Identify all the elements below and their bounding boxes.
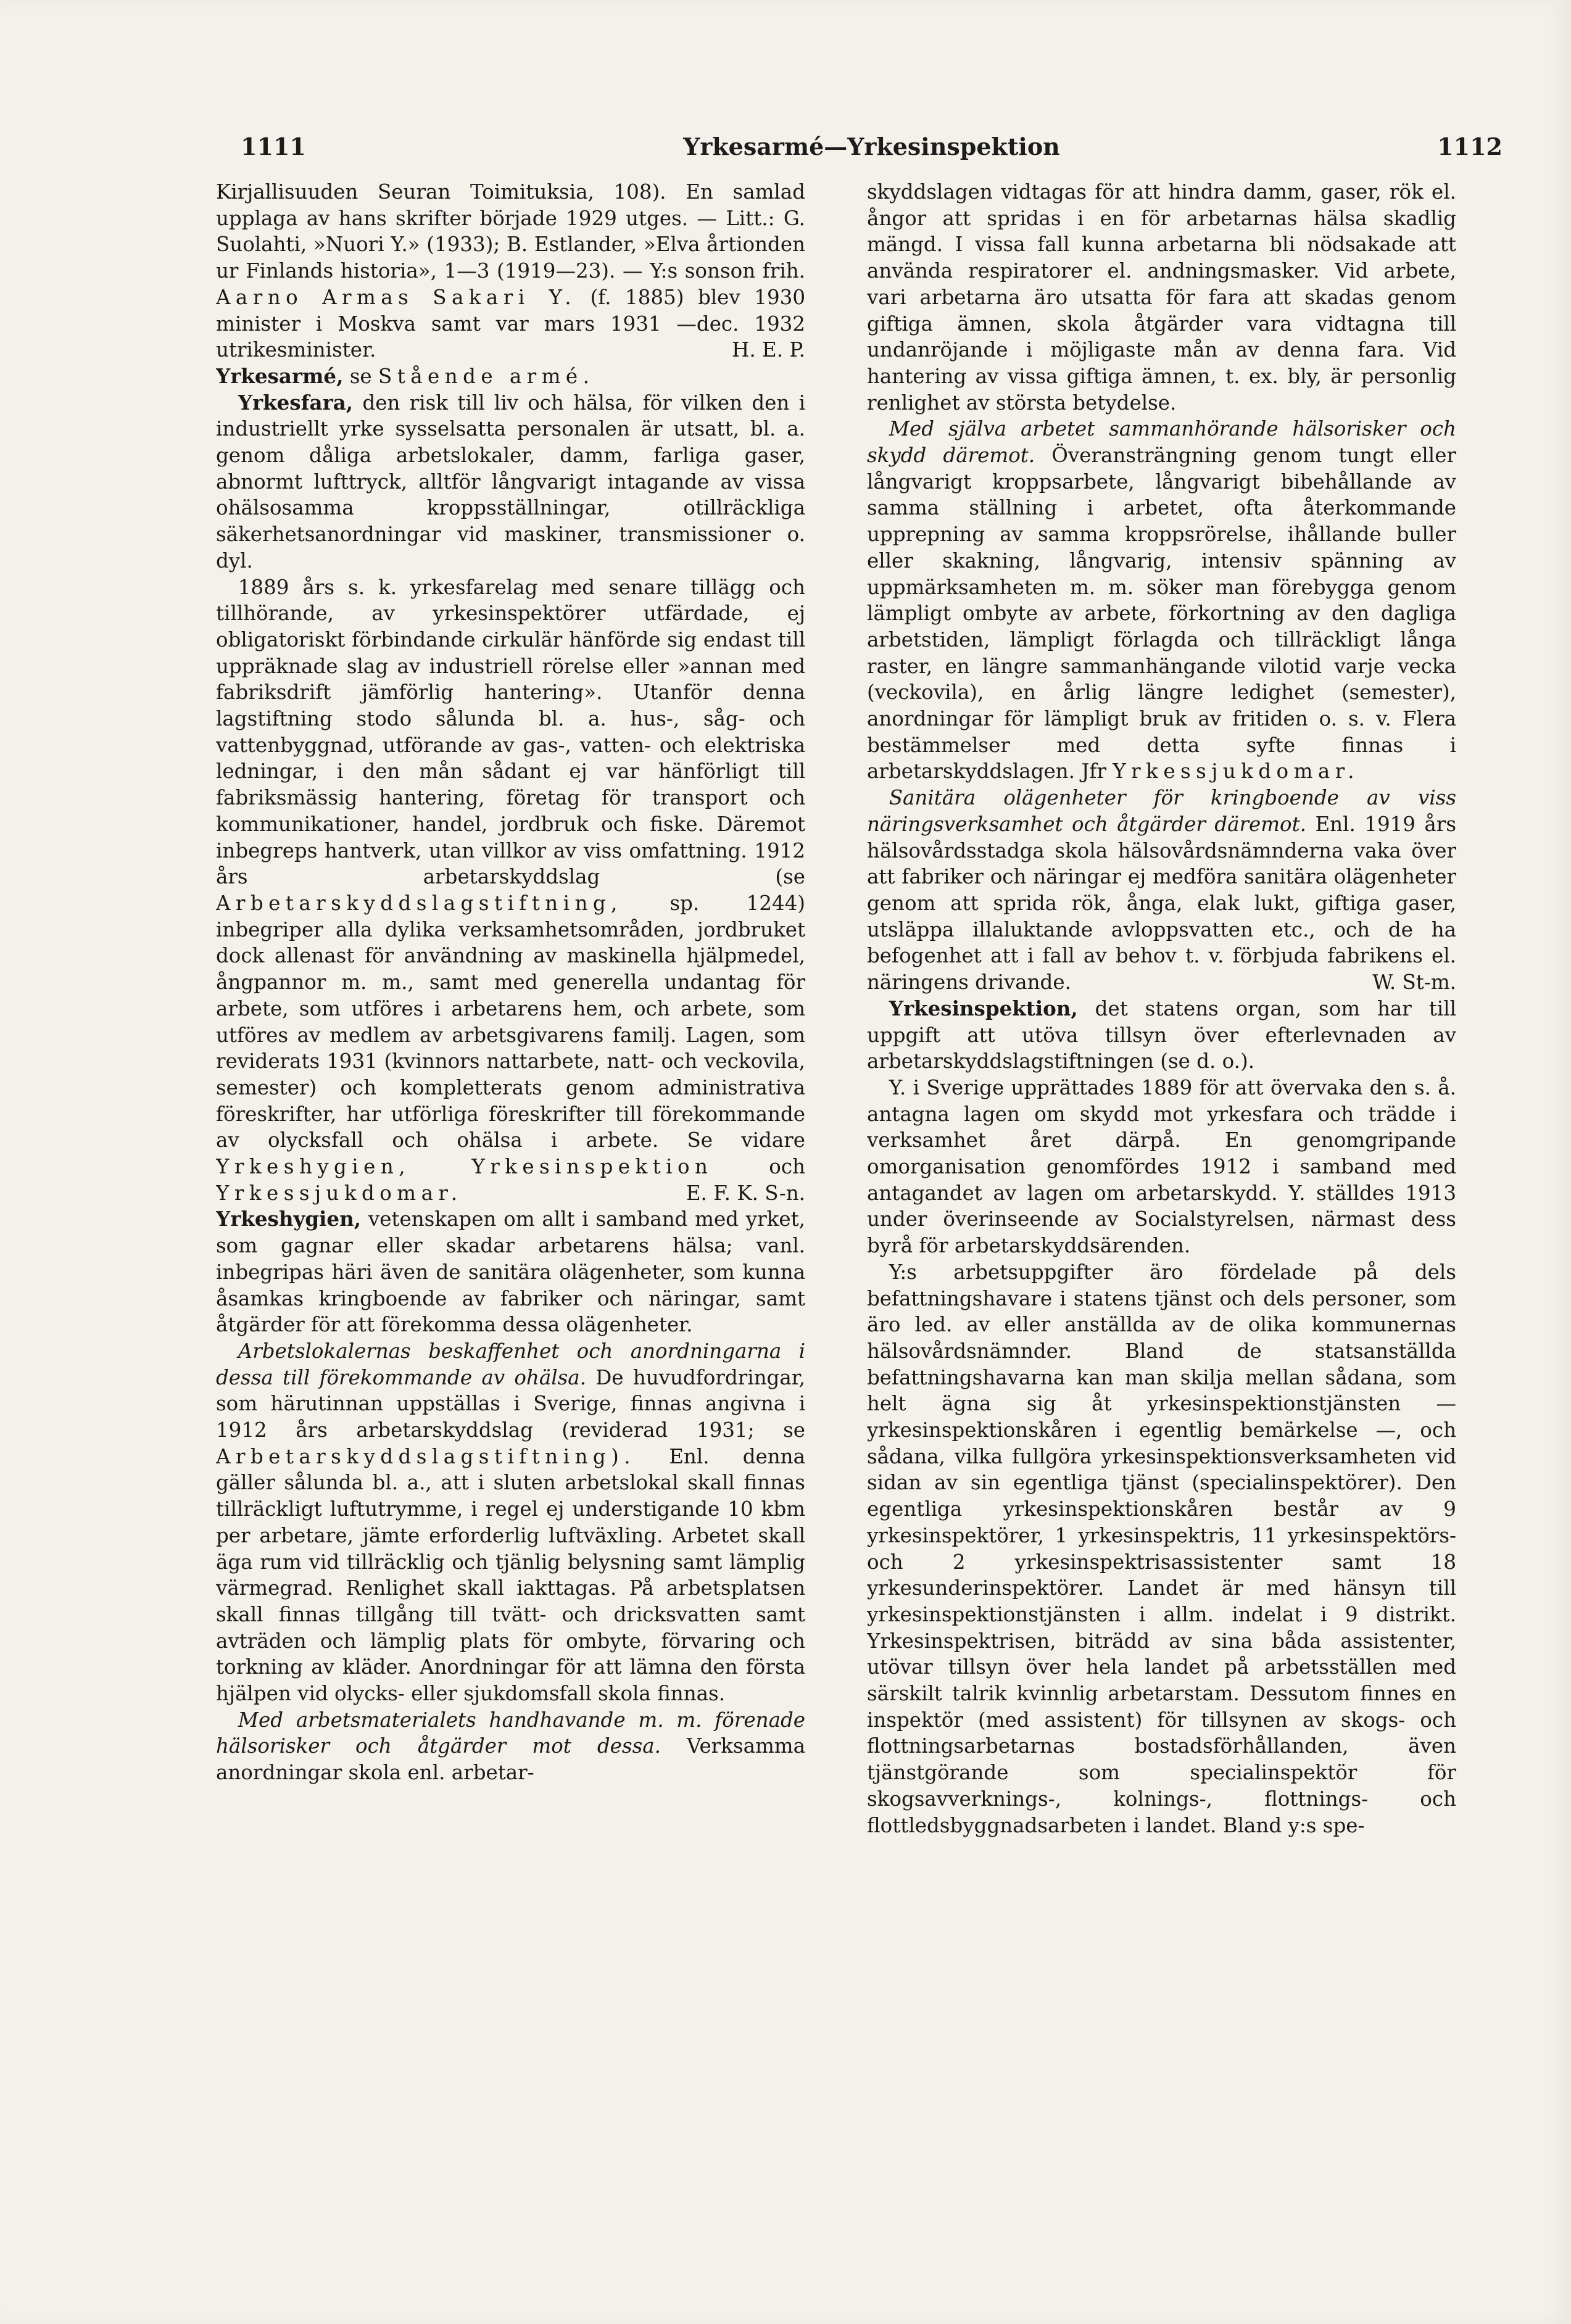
section-heading: Arbetslokalernas beskaffenhet och anordningarna i dessa till förekommande av ohälsa. [216, 1339, 805, 1389]
paragraph [867, 1259, 1456, 1838]
right-column [867, 179, 1456, 2252]
entry-headword: Yrkesarmé, [216, 363, 344, 388]
body-text: Överansträngning genom tungt eller långvarigt kroppsarbete, långvarigt bibehållande av samma ställning i arbetet, ofta återkommande upprepning av samma kroppsrörelse, ihållande buller eller skakning, långvarig, intensiv spänning av uppmärksamheten m. m. söker man förebygga genom lämpligt ombyte av arbete, förkortning av den dagliga arbetstiden, lämpligt förlagda och tillräckligt långa raster, en längre sammanhängande vilotid varje vecka (veckovila), en årlig längre ledighet (semester), anordningar för lämpligt bruk av fritiden o. s. v. Flera bestämmelser med detta syfte finnas i arbetarskyddslagen. Jfr [867, 444, 1456, 784]
page-number-left: 1111 [241, 133, 306, 160]
paragraph [867, 785, 1456, 996]
body-text: och [769, 1155, 805, 1179]
entry-yrkesinspektion [867, 996, 1456, 1075]
cross-reference: Stående armé. [378, 364, 595, 388]
page-number-right: 1112 [1437, 133, 1503, 160]
body-text: Kirjallisuuden Seuran Toimituksia, 108). En samlad upplaga av hans skrifter började 1929 utges. — Litt.: G. Suolahti, »Nuori Y.» (1933); B. Estlander, »Elva årtionden ur Finlands historia», 1—3 (1919—23). — Y:s sonson frih. [216, 180, 805, 283]
body-text: vetenskapen om allt i samband med yrket, som gagnar eller skadar arbetarens hälsa; vanl. inbegripas häri även de sanitära olägenheter, som kunna åsamkas kringboende av fabriker och näringar, samt åtgärder för att förekomma dessa olägenheter. [216, 1207, 805, 1337]
body-text: skyddslagen vidtagas för att hindra damm, gaser, rök el. ångor att spridas i en för arbetarnas hälsa skadlig mängd. I vissa fall kunna arbetarna bli nödsakade att använda respiratorer el. andningsmasker. Vid arbete, vari arbetarna äro utsatta för fara att skadas genom giftiga ämnen, skola åtgärder vara vidtagna till undanröjande i möjligaste mån av denna fara. Vid hantering av vissa giftiga ämnen, t. ex. bly, är personlig renlighet av största betydelse. [867, 180, 1456, 415]
cross-reference: Arbetarskyddslagstiftning, [216, 891, 623, 915]
author-signature: E. F. K. S-n. [686, 1181, 805, 1205]
entry-headword: Yrkesinspektion, [889, 996, 1078, 1020]
cross-reference: Yrkessjukdomar. [216, 1181, 463, 1205]
entry-headword: Yrkesfara, [238, 390, 354, 415]
body-text: den risk till liv och hälsa, för vilken den i industriellt yrke sysselsatta personalen är utsatt, bl. a. genom dåliga arbetslokaler, damm, farliga gaser, abnormt lufttryck, alltför långvarigt intagande av vissa ohälsosamma kroppsställningar, otillräckliga säkerhetsanordningar vid maskiner, transmissioner o. dyl. [216, 391, 805, 573]
body-text: 1889 års s. k. yrkesfarelag med senare tillägg och tillhörande, av yrkesinspektörer utfärdade, ej obligatoriskt förbindande cirkulär hänförde sig endast till uppräknade slag av industriell rörelse eller »annan med fabriksdrift jämförlig hantering». Utanför denna lagstiftning stodo sålunda bl. a. hus-, såg- och vattenbyggnad, utförande av gas-, vatten- och elektriska ledningar, i den mån sådant ej var hänförligt till fabriksmässig hantering, företag för transport och kommunikationer, handel, jordbruk och fiske. Däremot inbegreps hantverk, utan villkor av viss omfattning. 1912 års arbetarskyddslag (se [216, 575, 805, 889]
body-text: sp. 1244) inbegriper alla dylika verksamhetsområden, jordbruket dock allenast för användning av maskinella hjälpmedel, ångpannor m. m., samt med generella undantag för arbete, som utföres i arbetarens hem, och arbete, som utföres av medlem av arbetsgivarens familj. Lagen, som reviderats 1931 (kvinnors nattarbete, natt- och veckovila, semester) och kompletterats genom administrativa föreskrifter, har utförliga föreskrifter till förekommande av olycksfall och ohälsa i arbete. Se vidare [216, 891, 805, 1152]
entry-headword: Yrkeshygien, [216, 1207, 362, 1231]
author-signature: W. St-m. [1372, 970, 1456, 995]
body-text: De huvudfordringar, som härutinnan uppställas i Sverige, finnas angivna i 1912 års arbetarskyddslag (reviderad 1931; se [216, 1365, 805, 1442]
person-name: Aarno Armas Sakari Y. [216, 285, 577, 309]
cross-reference: Yrkessjukdomar. [1113, 759, 1359, 784]
paragraph [216, 1338, 805, 1707]
body-text: se [349, 364, 372, 388]
running-title: Yrkesarmé—Yrkesinspektion [683, 133, 1060, 160]
entry-yrkeshygien [216, 1206, 805, 1338]
paragraph [216, 179, 805, 363]
paragraph [216, 1707, 805, 1786]
paragraph [867, 416, 1456, 785]
entry-yrkesfara [216, 390, 805, 574]
page-header [241, 133, 1503, 176]
author-signature: H. E. P. [731, 338, 805, 362]
cross-reference: Arbetarskyddslagstiftning). [216, 1444, 636, 1468]
paragraph [867, 179, 1456, 416]
section-heading: Med arbetsmaterialets handhavande m. m. förenade hälsorisker och åtgärder mot dessa. [216, 1708, 805, 1758]
body-text: Enl. denna gäller sålunda bl. a., att i sluten arbetslokal skall finnas tillräckligt luftutrymme, i regel ej understigande 10 kbm per arbetare, jämte erforderlig luftväxling. Arbetet skall äga rum vid tillräcklig och tjänlig belysning samt lämplig värmegrad. Renlighet skall iakttagas. På arbetsplatsen skall finnas tillgång till tvätt- och dricksvatten samt avträden och lämplig plats för ombyte, förvaring och torkning av kläder. Anordningar för att lämna den första hjälpen vid olycks- eller sjukdomsfall skola finnas. [216, 1444, 805, 1706]
left-column [216, 179, 805, 2252]
section-heading: Med själva arbetet sammanhörande hälsorisker och skydd däremot. [867, 417, 1456, 468]
paragraph [867, 1075, 1456, 1259]
body-text: Enl. 1919 års hälsovårdsstadga skola hälsovårdsnämnderna vaka över att fabriker och näringar ej medföra sanitära olägenheter genom att sprida rök, ånga, elak lukt, giftiga gaser, utsläppa illaluktande avloppsvatten etc., och de ha befogenhet att i fall av behov t. v. förbjuda fabrikens el. näringens drivande. [867, 812, 1456, 995]
cross-reference: Yrkeshygien, Yrkesinspektion [216, 1155, 713, 1179]
section-heading: Sanitära olägenheter för kringboende av viss näringsverksamhet och åtgärder däremot. [867, 786, 1456, 836]
body-text: Verksamma anordningar skola enl. arbetar- [216, 1734, 805, 1785]
body-text: Y. i Sverige upprättades 1889 för att övervaka den s. å. antagna lagen om skydd mot yrkesfara och trädde i verksamhet året därpå. En genomgripande omorganisation genomfördes 1912 i samband med antagandet av lagen om arbetarskydd. Y. ställdes 1913 under överinseende av Socialstyrelsen, närmast dess byrå för arbetarskyddsärenden. [867, 1075, 1456, 1258]
entry-yrkesarme [216, 363, 805, 390]
body-text: (f. 1885) blev 1930 minister i Moskva samt var mars 1931 —dec. 1932 utrikesminister. [216, 285, 805, 362]
paragraph [216, 574, 805, 1207]
body-text: det statens organ, som har till uppgift att utöva tillsyn över efterlevnaden av arbetarskyddslagstiftningen (se d. o.). [867, 996, 1456, 1073]
body-text: Y:s arbetsuppgifter äro fördelade på dels befattningshavare i statens tjänst och dels personer, som äro led. av eller anställda av de olika kommunernas hälsovårdsnämnder. Bland de statsanställda befattningshavarna kan man skilja mellan sådana, som helt ägna sig åt yrkesinspektionstjänsten — yrkesinspektionskåren i egentlig bemärkelse —, och sådana, vilka fullgöra yrkesinspektionsverksamheten vid sidan av sin egentliga tjänst (specialinspektörer). Den egentliga yrkesinspektionskåren består av 9 yrkesinspektörer, 1 yrkesinspektris, 11 yrkesinspektörs- och 2 yrkesinspektrisassistenter samt 18 yrkesunderinspektörer. Landet är med hänsyn till yrkesinspektionstjänsten i allm. indelat i 9 distrikt. Yrkesinspektrisen, biträdd av sina båda assistenter, utövar tillsyn över hela landet på arbetsställen med särskilt talrik kvinnlig arbetarstam. Dessutom finnes en inspektör (med assistent) för tillsynen av skogs- och flottningsarbetarnas bostadsförhållanden, även tjänstgörande som specialinspektör för skogsavverknings-, kolnings-, flottnings- och flottledsbyggnadsarbeten i landet. Bland y:s spe- [867, 1260, 1456, 1837]
